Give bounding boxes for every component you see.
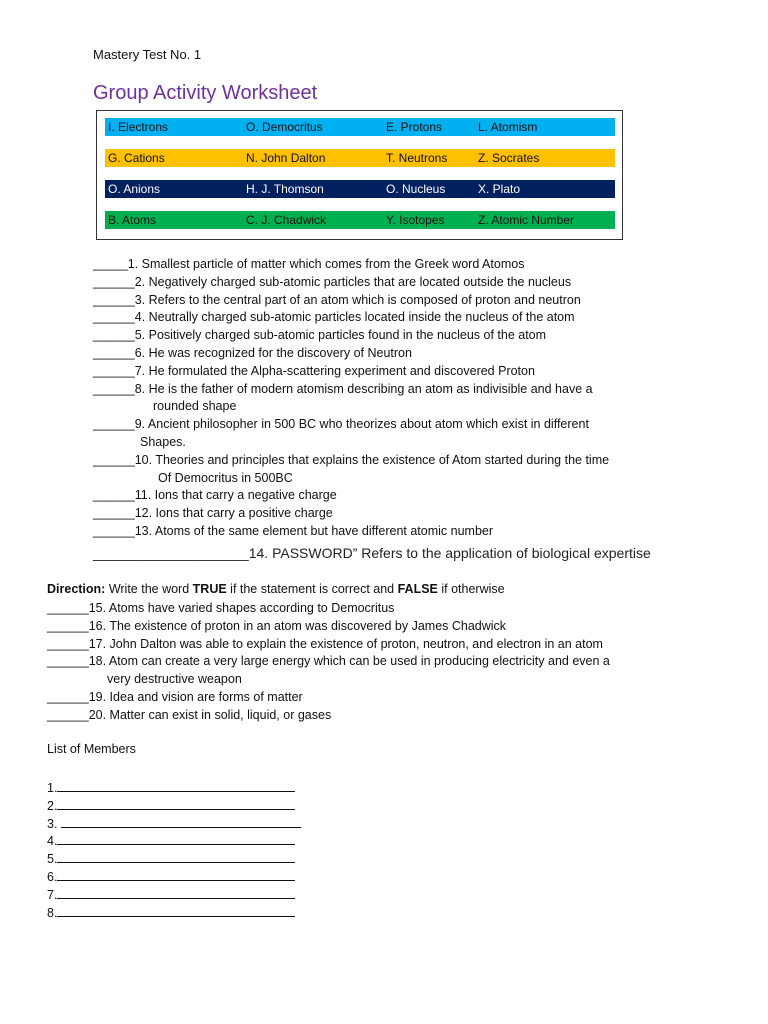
member-number: 5. [47, 852, 58, 867]
member-name-blank[interactable] [57, 779, 295, 792]
member-number: 3. [47, 816, 58, 831]
question-item: ______3. Refers to the central part of an atom which is composed of proton and neutron [93, 292, 581, 307]
mastery-test-label: Mastery Test No. 1 [93, 47, 202, 62]
true-word: TRUE [192, 582, 227, 596]
question-item: Shapes. [140, 435, 186, 449]
word-bank-item: N. John Dalton [246, 151, 326, 165]
word-bank-item: T. Neutrons [386, 151, 448, 165]
direction-label: Direction: [47, 582, 106, 596]
word-bank-item: B. Atoms [108, 213, 157, 227]
question-item: Of Democritus in 500BC [158, 470, 293, 485]
word-bank-item: H. J. Thomson [246, 182, 324, 196]
question-item: ______9. Ancient philosopher in 500 BC who theorizes about atom which exist in different [93, 417, 589, 432]
worksheet-title: Group Activity Worksheet [93, 82, 318, 104]
question-item: ______17. John Dalton was able to explain the existence of proton, neutron, and electron in an atom [47, 636, 603, 651]
question-item: ______15. Atoms have varied shapes according to Democritus [47, 601, 395, 615]
member-line [47, 850, 295, 867]
word-bank-box [96, 110, 623, 240]
word-bank-item: O. Anions [108, 182, 161, 196]
member-line [47, 797, 295, 814]
word-bank-item: O. Nucleus [386, 182, 446, 196]
member-name-blank[interactable] [57, 886, 295, 899]
member-name-blank[interactable] [57, 832, 295, 845]
member-name-blank[interactable] [57, 797, 295, 810]
member-line [47, 815, 301, 832]
member-line [47, 868, 295, 885]
member-line [47, 904, 295, 921]
member-number: 7. [47, 887, 58, 902]
member-number: 4. [47, 834, 58, 849]
direction-text: Direction: Write the word TRUE if the statement is correct and FALSE if otherwise [47, 582, 505, 596]
question-item: ______2. Negatively charged sub-atomic particles that are located outside the nucleus [93, 274, 572, 289]
word-bank-row [105, 180, 615, 198]
word-bank-item: G. Cations [108, 151, 165, 165]
word-bank-item: I. Electrons [108, 120, 169, 134]
question-item: ______12. Ions that carry a positive charge [93, 506, 333, 521]
question-item: ______19. Idea and vision are forms of matter [47, 690, 303, 704]
members-title: List of Members [47, 742, 136, 756]
member-name-blank[interactable] [57, 904, 295, 917]
word-bank-item: C. J. Chadwick [246, 213, 327, 227]
question-item: ______13. Atoms of the same element but have different atomic number [93, 524, 494, 538]
member-number: 8. [47, 905, 58, 920]
member-name-blank[interactable] [61, 815, 301, 828]
question-item: ______18. Atom can create a very large energy which can be used in producing electricity and even a [47, 654, 610, 669]
question-item: ______6. He was recognized for the discovery of Neutron [93, 346, 412, 360]
word-bank-row [105, 211, 615, 229]
member-name-blank[interactable] [57, 850, 295, 863]
member-line [47, 886, 295, 903]
question-14: ____________________14. PASSWORD” Refers to the application of biological expertise [93, 545, 651, 561]
word-bank-item: Z. Atomic Number [478, 213, 575, 227]
question-item: ______20. Matter can exist in solid, liquid, or gases [47, 707, 332, 722]
member-number: 6. [47, 870, 58, 884]
false-word: FALSE [397, 582, 438, 596]
member-line [47, 779, 295, 796]
word-bank-item: L. Atomism [478, 120, 538, 134]
question-item: ______8. He is the father of modern atomism describing an atom as indivisible and have a [93, 381, 593, 396]
question-item: ______5. Positively charged sub-atomic particles found in the nucleus of the atom [93, 328, 547, 343]
question-item: ______16. The existence of proton in an atom was discovered by James Chadwick [47, 618, 507, 633]
member-number: 2. [47, 798, 58, 813]
question-item: ______4. Neutrally charged sub-atomic particles located inside the nucleus of the atom [93, 310, 575, 325]
question-item: very destructive weapon [107, 672, 242, 687]
question-item: ______10. Theories and principles that explains the existence of Atom started during the time [93, 452, 610, 467]
word-bank-item: O. Democritus [246, 120, 323, 134]
word-bank-item: Z. Socrates [478, 151, 540, 165]
word-bank-row [105, 118, 615, 136]
member-line [47, 832, 295, 849]
word-bank-item: X. Plato [478, 182, 521, 196]
word-bank-row [105, 149, 615, 167]
question-item: ______11. Ions that carry a negative charge [93, 488, 337, 503]
question-item: _____1. Smallest particle of matter which comes from the Greek word Atomos [93, 257, 525, 271]
question-item: ______7. He formulated the Alpha-scattering experiment and discovered Proton [93, 363, 535, 378]
question-item: rounded shape [153, 399, 237, 414]
word-bank-item: Y. Isotopes [386, 213, 445, 227]
member-name-blank[interactable] [57, 868, 295, 881]
member-number: 1. [47, 781, 58, 795]
word-bank-item: E. Protons [386, 120, 443, 134]
